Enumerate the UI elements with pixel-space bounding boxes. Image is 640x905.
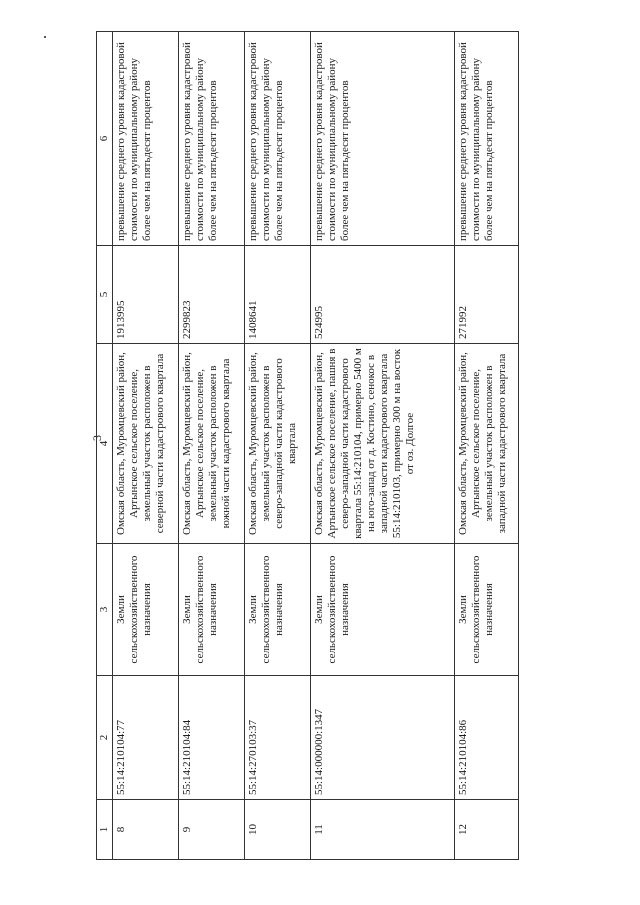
- table-row: [113, 32, 179, 860]
- cadastral-value: 524995: [311, 246, 455, 344]
- scan-mark: [44, 36, 46, 38]
- land-category: Земли сельскохозяйственного назначения: [311, 544, 455, 676]
- location-description: Омская область, Муромцевский район, земельный участок расположен в северо-западной части кадастрового квартала: [245, 344, 311, 544]
- criterion-note: превышение среднего уровня кадастровой стоимости по муниципальному району более чем на пятьдесят процентов: [113, 32, 179, 246]
- row-number: 12: [455, 800, 519, 860]
- rotated-table-frame: [96, 32, 516, 860]
- table-header-row: [97, 32, 113, 860]
- land-category: Земли сельскохозяйственного назначения: [455, 544, 519, 676]
- page-number: 3: [90, 435, 104, 441]
- location-description: Омская область, Муромцевский район, Артынское сельское поселение, земельный участок расположен в западной части кадастрового квартала: [455, 344, 519, 544]
- land-category: Земли сельскохозяйственного назначения: [113, 544, 179, 676]
- location-description: Омская область, Муромцевский район, Артынское сельское поселение, земельный участок расположен в южной части кадастрового квартала: [179, 344, 245, 544]
- row-number: 8: [113, 800, 179, 860]
- table-row: [311, 32, 455, 860]
- location-description: Омская область, Муромцевский район, Артынское сельское поселение, пашня в северо-западной части кадастрового квартала 55:14:210104, примерно 5400 м на юго-запад от д. Костино, сенокос в западной части кадастрового квартала 55:14:210103, примерно 300 м на восток от оз. Долгое: [311, 344, 455, 544]
- row-number: 9: [179, 800, 245, 860]
- land-category: Земли сельскохозяйственного назначения: [245, 544, 311, 676]
- header-cell: 4: [97, 344, 113, 544]
- header-cell: 1: [97, 800, 113, 860]
- cadastral-value: 1408641: [245, 246, 311, 344]
- row-number: 11: [311, 800, 455, 860]
- cadastral-number: 55:14:210104:77: [113, 676, 179, 800]
- land-category: Земли сельскохозяйственного назначения: [179, 544, 245, 676]
- cadastral-number: 55:14:210104:86: [455, 676, 519, 800]
- land-plots-table: [96, 31, 519, 860]
- criterion-note: превышение среднего уровня кадастровой стоимости по муниципальному району более чем на пятьдесят процентов: [311, 32, 455, 246]
- table-row: [455, 32, 519, 860]
- table-row: [245, 32, 311, 860]
- table-row: [179, 32, 245, 860]
- location-description: Омская область, Муромцевский район, Артынское сельское поселение, земельный участок расположен в северной части кадастрового квартала: [113, 344, 179, 544]
- cadastral-number: 55:14:270103:37: [245, 676, 311, 800]
- cadastral-value: 1913995: [113, 246, 179, 344]
- cadastral-number: 55:14:210104:84: [179, 676, 245, 800]
- cadastral-value: 2299823: [179, 246, 245, 344]
- criterion-note: превышение среднего уровня кадастровой стоимости по муниципальному району более чем на пятьдесят процентов: [179, 32, 245, 246]
- row-number: 10: [245, 800, 311, 860]
- criterion-note: превышение среднего уровня кадастровой стоимости по муниципальному району более чем на пятьдесят процентов: [245, 32, 311, 246]
- header-cell: 2: [97, 676, 113, 800]
- criterion-note: превышение среднего уровня кадастровой стоимости по муниципальному району более чем на пятьдесят процентов: [455, 32, 519, 246]
- cadastral-number: 55:14:000000:1347: [311, 676, 455, 800]
- header-cell: 6: [97, 32, 113, 246]
- header-cell: 5: [97, 246, 113, 344]
- header-cell: 3: [97, 544, 113, 676]
- cadastral-value: 271992: [455, 246, 519, 344]
